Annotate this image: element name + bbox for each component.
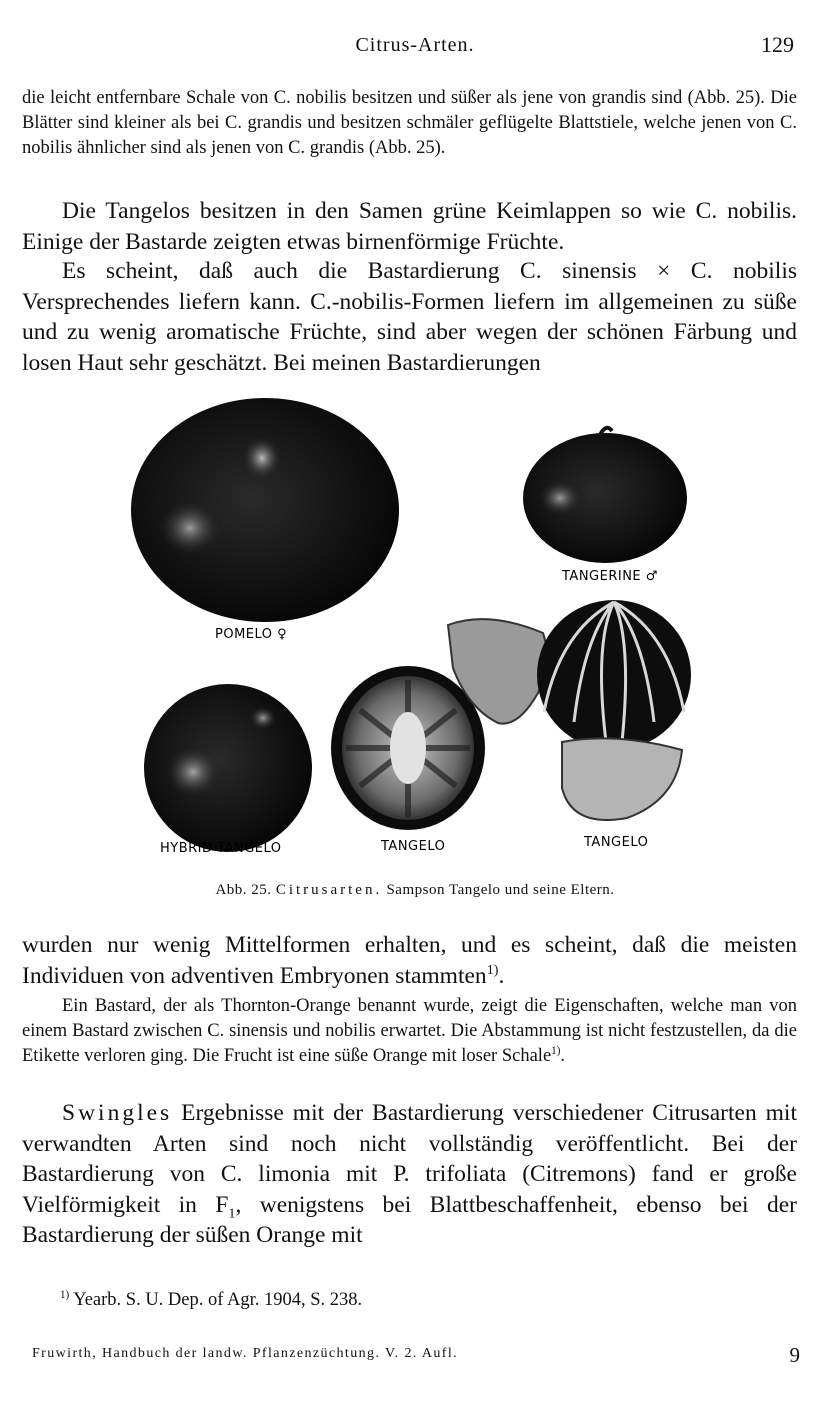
swingle-name: Swingles	[62, 1100, 173, 1126]
tangerine-label: TANGERINE ♂	[562, 569, 658, 584]
paragraph-1: die leicht entfernbare Schale von C. nobilis besitzen und süßer als jene von grandis sind (Abb. 25). Die Blätter sind kleiner als bei C. grandis und besitzen schmäler geflügelte Blattstiele, welche jenen von C. nobilis ähnlicher sind als jenen von C. grandis (Abb. 25).	[22, 88, 797, 158]
paragraph-6-text: Ergebnisse mit der Bastardierung verschiedener Citrusarten mit verwandten Arten sind noch nicht vollständig veröffentlicht. Bei der Bastardierung von C. limonia mit P. trifoliata (Citremons) fand er große Vielförmigkeit in F	[22, 1100, 797, 1218]
f1-subscript: 1	[228, 1205, 236, 1222]
paragraph-6	[22, 1098, 797, 1251]
tangelo-peeled-fruit	[448, 600, 691, 820]
footnote	[60, 1290, 362, 1311]
page-number: 129	[761, 32, 794, 57]
paragraph-4-text: wurden nur wenig Mittelformen erhalten, und es scheint, daß die meisten Individuen von adventiven Embryonen stammten	[22, 932, 797, 989]
figure-illustration	[0, 380, 830, 880]
footnote-ref-2: 1)	[551, 1044, 561, 1057]
tangelo-cut-label: TANGELO	[381, 839, 446, 854]
footer-sheet-number: 9	[789, 1343, 800, 1367]
figure-caption	[0, 882, 830, 899]
caption-prefix: Abb. 25.	[215, 882, 272, 898]
caption-rest: Sampson Tangelo und seine Eltern.	[386, 882, 615, 898]
paragraph-5-end: .	[560, 1045, 566, 1066]
paragraph-4	[22, 930, 797, 991]
footnote-text: Yearb. S. U. Dep. of Agr. 1904, S. 238.	[69, 1290, 363, 1310]
footnote-ref-1: 1)	[486, 961, 499, 978]
figure-citrus-fruits	[0, 380, 830, 880]
paragraph-5	[22, 994, 797, 1068]
footnote-marker: 1)	[60, 1288, 70, 1301]
paragraph-2: Die Tangelos besitzen in den Samen grüne Keimlappen so wie C. nobilis. Einige der Bastarde zeigten etwas birnenförmige Früchte.	[22, 198, 797, 255]
paragraph-6-end: , wenigstens bei Blattbeschaffenheit, ebenso bei der Bastardierung der süßen Orange mit	[22, 1191, 797, 1248]
paragraph-5-text: Ein Bastard, der als Thornton-Orange benannt wurde, zeigt die Eigenschaften, welche man von einem Bastard zwischen C. sinensis und nobilis erwartet. Die Abstammung ist nicht festzustellen, da die Etikette verloren ging. Die Frucht ist eine süße Orange mit loser Schale	[22, 996, 797, 1066]
caption-citrusarten: Citrusarten.	[275, 882, 383, 898]
tangelo-cut-fruit	[331, 666, 485, 830]
hybrid-tangelo-label: HYBRID TANGELO	[160, 841, 282, 856]
paragraph-3: Es scheint, daß auch die Bastardierung C. sinensis × C. nobilis Versprechendes liefern kann. C.-nobilis-Formen liefern im allgemeinen zu süße und zu wenig aromatische Früchte, sind aber wegen der schönen Färbung und losen Haut sehr geschätzt. Bei meinen Bastardierungen	[22, 258, 797, 376]
tangelo-peeled-label: TANGELO	[584, 835, 649, 850]
footer-book-title: Fruwirth, Handbuch der landw. Pflanzenzüchtung. V. 2. Aufl.	[32, 1346, 459, 1361]
pomelo-fruit	[131, 398, 399, 622]
pomelo-label: POMELO ♀	[215, 627, 288, 642]
running-title: Citrus-Arten.	[355, 34, 475, 56]
hybrid-tangelo-fruit	[144, 684, 312, 852]
tangerine-fruit	[523, 428, 687, 563]
paragraph-4-end: .	[498, 962, 505, 989]
